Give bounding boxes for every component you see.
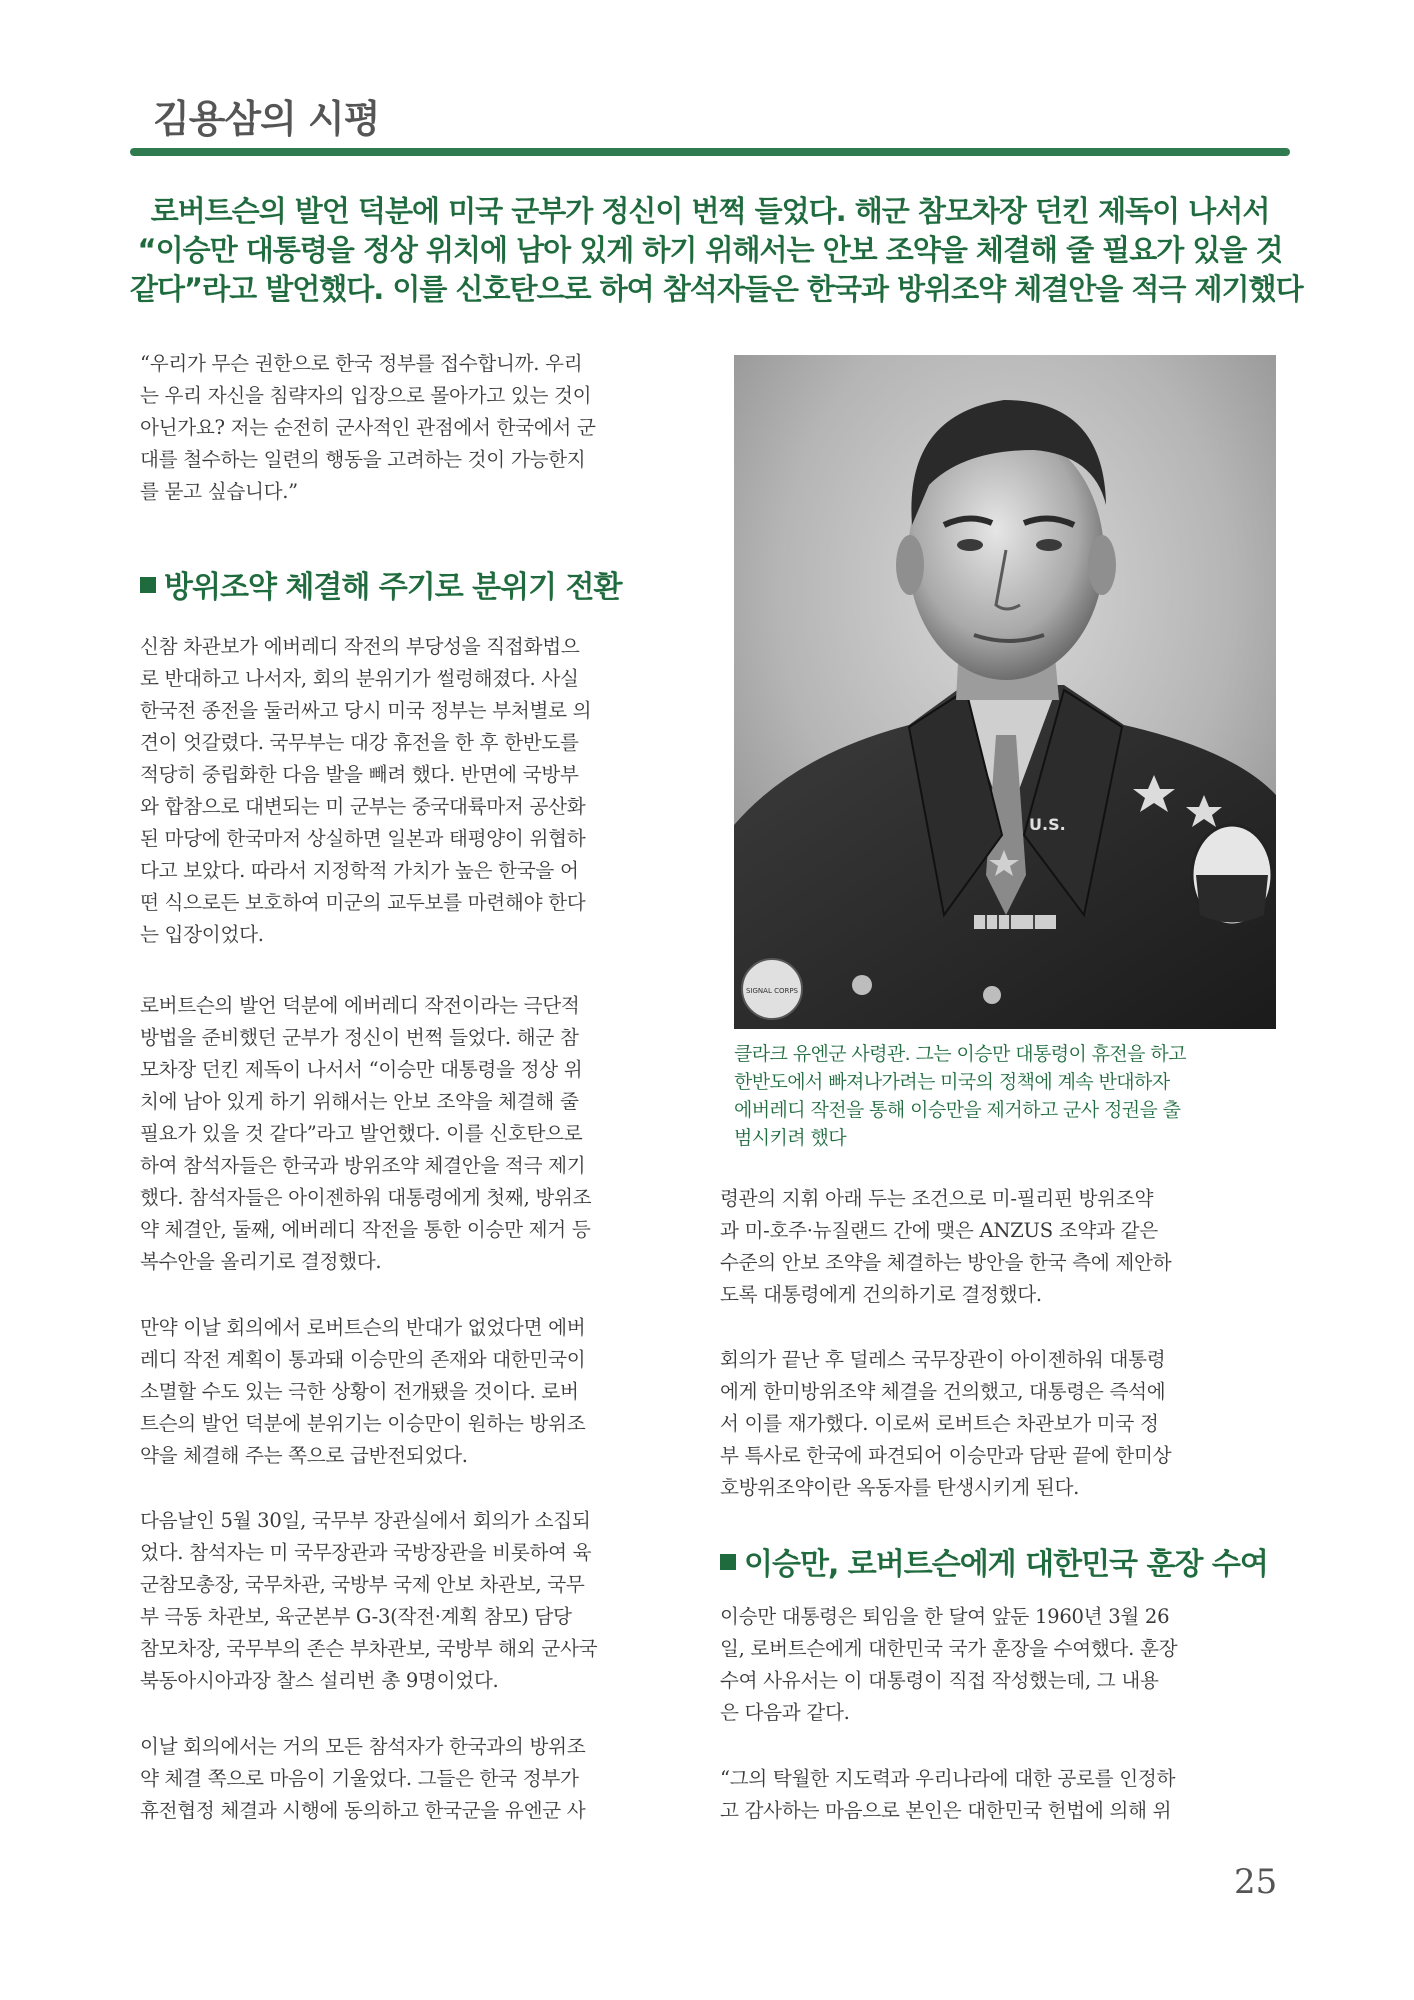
text-line: 필요가 있을 것 같다”라고 발언했다. 이를 신호탄으로 <box>140 1122 583 1145</box>
text-line: 했다. 참석자들은 아이젠하워 대통령에게 첫째, 방위조 <box>140 1186 592 1209</box>
subheading-text: 방위조약 체결해 주기로 분위기 전환 <box>164 570 622 605</box>
text-line: 방법을 준비했던 군부가 정신이 번쩍 들었다. 해군 참 <box>140 1026 579 1049</box>
lead-line: “이승만 대통령을 정상 위치에 남아 있게 하기 위해서는 안보 조약을 체결해 줄 필요가 있을 것 <box>137 233 1283 267</box>
text-line: 한국전 종전을 둘러싸고 당시 미국 정부는 부처별로 의 <box>140 699 592 722</box>
text-line: 군참모총장, 국무차관, 국방부 국제 안보 차관보, 국무 <box>140 1573 585 1596</box>
text-line: 부 극동 차관보, 육군본부 G-3(작전·계획 참모) 담당 <box>140 1605 572 1628</box>
lead-line: 로버트슨의 발언 덕분에 미국 군부가 정신이 번쩍 들었다. 해군 참모차장 던킨 제독이 나서서 <box>150 194 1270 228</box>
text-line: 도록 대통령에게 건의하기로 결정했다. <box>720 1283 1042 1306</box>
text-line: 약 체결안, 둘째, 에버레디 작전을 통한 이승만 제거 등 <box>140 1218 591 1241</box>
text-line: 치에 남아 있게 하기 위해서는 안보 조약을 체결해 줄 <box>140 1090 579 1113</box>
left-paragraph-4 <box>140 1505 597 1697</box>
text-line: 모차장 던킨 제독이 나서서 “이승만 대통령을 정상 위 <box>140 1058 583 1081</box>
text-line: 수준의 안보 조약을 체결하는 방안을 한국 측에 제안하 <box>720 1251 1172 1274</box>
text-line: 은 다음과 같다. <box>720 1701 850 1724</box>
signal-corps-stamp: SIGNAL CORPS <box>745 987 799 995</box>
text-line: 와 합참으로 대변되는 미 군부는 중국대륙마저 공산화 <box>140 795 586 818</box>
text-line: 견이 엇갈렸다. 국무부는 대강 휴전을 한 후 한반도를 <box>140 731 579 754</box>
left-paragraph-5 <box>140 1731 585 1827</box>
subheading-medal <box>720 1539 1268 1583</box>
left-paragraph-1 <box>140 631 591 951</box>
text-line: 다고 보았다. 따라서 지정학적 가치가 높은 한국을 어 <box>140 859 579 882</box>
text-line: 부 특사로 한국에 파견되어 이승만과 담판 끝에 한미상 <box>720 1444 1172 1467</box>
text-line: 참모차장, 국무부의 존슨 부차관보, 국방부 해외 군사국 <box>140 1637 598 1660</box>
text-line: 를 묻고 싶습니다.” <box>140 480 298 503</box>
text-line: 수여 사유서는 이 대통령이 직접 작성했는데, 그 내용 <box>720 1669 1159 1692</box>
caption-line: 한반도에서 빠져나가려는 미국의 정책에 계속 반대하자 <box>734 1071 1170 1093</box>
title-rule <box>130 148 1290 156</box>
text-line: 복수안을 올리기로 결정했다. <box>140 1250 382 1273</box>
text-line: 이날 회의에서는 거의 모든 참석자가 한국과의 방위조 <box>140 1735 586 1758</box>
text-line: 회의가 끝난 후 덜레스 국무장관이 아이젠하워 대통령 <box>720 1348 1166 1371</box>
text-line: 아닌가요? 저는 순전히 군사적인 관점에서 한국에서 군 <box>140 416 596 439</box>
text-line: 다음날인 5월 30일, 국무부 장관실에서 회의가 소집되 <box>140 1509 591 1532</box>
text-line: 휴전협정 체결과 시행에 동의하고 한국군을 유엔군 사 <box>140 1799 586 1822</box>
text-line: 는 입장이었다. <box>140 923 264 946</box>
page-number: 25 <box>1234 1862 1278 1902</box>
right-paragraph-3 <box>720 1601 1177 1729</box>
text-line: 만약 이날 회의에서 로버트슨의 반대가 없었다면 에버 <box>140 1316 586 1339</box>
text-line: “그의 탁월한 지도력과 우리나라에 대한 공로를 인정하 <box>720 1767 1176 1790</box>
lead-pull-quote <box>130 192 1303 309</box>
text-line: 레디 작전 계획이 통과돼 이승만의 존재와 대한민국이 <box>140 1348 586 1371</box>
subheading-treaty-shift <box>140 562 621 606</box>
text-line: 적당히 중립화한 다음 발을 빼려 했다. 반면에 국방부 <box>140 763 579 786</box>
text-line: 떤 식으로든 보호하여 미군의 교두보를 마련해야 한다 <box>140 891 586 914</box>
subheading-text: 이승만, 로버트슨에게 대한민국 훈장 수여 <box>744 1547 1268 1582</box>
caption-line: 에버레디 작전을 통해 이승만을 제거하고 군사 정권을 출 <box>734 1099 1181 1121</box>
text-line: 소멸할 수도 있는 극한 상황이 전개됐을 것이다. 로버 <box>140 1380 579 1403</box>
square-bullet-icon <box>140 577 156 593</box>
text-line: 로 반대하고 나서자, 회의 분위기가 썰렁해졌다. 사실 <box>140 667 579 690</box>
text-line: 로버트슨의 발언 덕분에 에버레디 작전이라는 극단적 <box>140 994 580 1017</box>
photo-caption <box>734 1040 1279 1152</box>
right-paragraph-2 <box>720 1344 1171 1504</box>
text-line: 북동아시아과장 찰스 설리번 총 9명이었다. <box>140 1669 499 1692</box>
lead-line: 같다”라고 발언했다. 이를 신호탄으로 하여 참석자들은 한국과 방위조약 체결안을 적극 제기했다 <box>130 272 1303 306</box>
left-quote-paragraph <box>140 348 596 508</box>
text-line: 이승만 대통령은 퇴임을 한 달여 앞둔 1960년 3월 26 <box>720 1605 1170 1628</box>
portrait-photo <box>734 355 1276 1029</box>
text-line: 신참 차관보가 에버레디 작전의 부당성을 직접화법으 <box>140 635 580 658</box>
text-line: 령관의 지휘 아래 두는 조건으로 미-필리핀 방위조약 <box>720 1187 1154 1210</box>
section-title: 김용삼의 시평 <box>153 97 380 141</box>
caption-line: 범시키려 했다 <box>734 1127 846 1149</box>
left-paragraph-2 <box>140 990 591 1278</box>
text-line: 된 마당에 한국마저 상실하면 일본과 태평양이 위협하 <box>140 827 586 850</box>
right-paragraph-4 <box>720 1763 1175 1827</box>
text-line: 하여 참석자들은 한국과 방위조약 체결안을 적극 제기 <box>140 1154 586 1177</box>
text-line: 과 미-호주·뉴질랜드 간에 맺은 ANZUS 조약과 같은 <box>720 1219 1158 1242</box>
text-line: 었다. 참석자는 미 국무장관과 국방장관을 비롯하여 육 <box>140 1541 592 1564</box>
us-collar-insignia: U.S. <box>1029 815 1066 834</box>
left-paragraph-3 <box>140 1312 585 1472</box>
text-line: 대를 철수하는 일련의 행동을 고려하는 것이 가능한지 <box>140 448 586 471</box>
text-line: 일, 로버트슨에게 대한민국 국가 훈장을 수여했다. 훈장 <box>720 1637 1178 1660</box>
text-line: 트슨의 발언 덕분에 분위기는 이승만이 원하는 방위조 <box>140 1412 586 1435</box>
portrait-illustration <box>734 355 1276 1029</box>
text-line: 고 감사하는 마음으로 본인은 대한민국 헌법에 의해 위 <box>720 1799 1172 1822</box>
square-bullet-icon <box>720 1554 736 1570</box>
text-line: 호방위조약이란 옥동자를 탄생시키게 된다. <box>720 1476 1080 1499</box>
caption-line: 클라크 유엔군 사령관. 그는 이승만 대통령이 휴전을 하고 <box>734 1043 1186 1065</box>
right-paragraph-1 <box>720 1183 1171 1311</box>
text-line: 약 체결 쪽으로 마음이 기울었다. 그들은 한국 정부가 <box>140 1767 579 1790</box>
text-line: “우리가 무슨 권한으로 한국 정부를 접수합니까. 우리 <box>140 352 583 375</box>
text-line: 서 이를 재가했다. 이로써 로버트슨 차관보가 미국 정 <box>720 1412 1159 1435</box>
text-line: 약을 체결해 주는 쪽으로 급반전되었다. <box>140 1444 468 1467</box>
text-line: 에게 한미방위조약 체결을 건의했고, 대통령은 즉석에 <box>720 1380 1166 1403</box>
text-line: 는 우리 자신을 침략자의 입장으로 몰아가고 있는 것이 <box>140 384 592 407</box>
